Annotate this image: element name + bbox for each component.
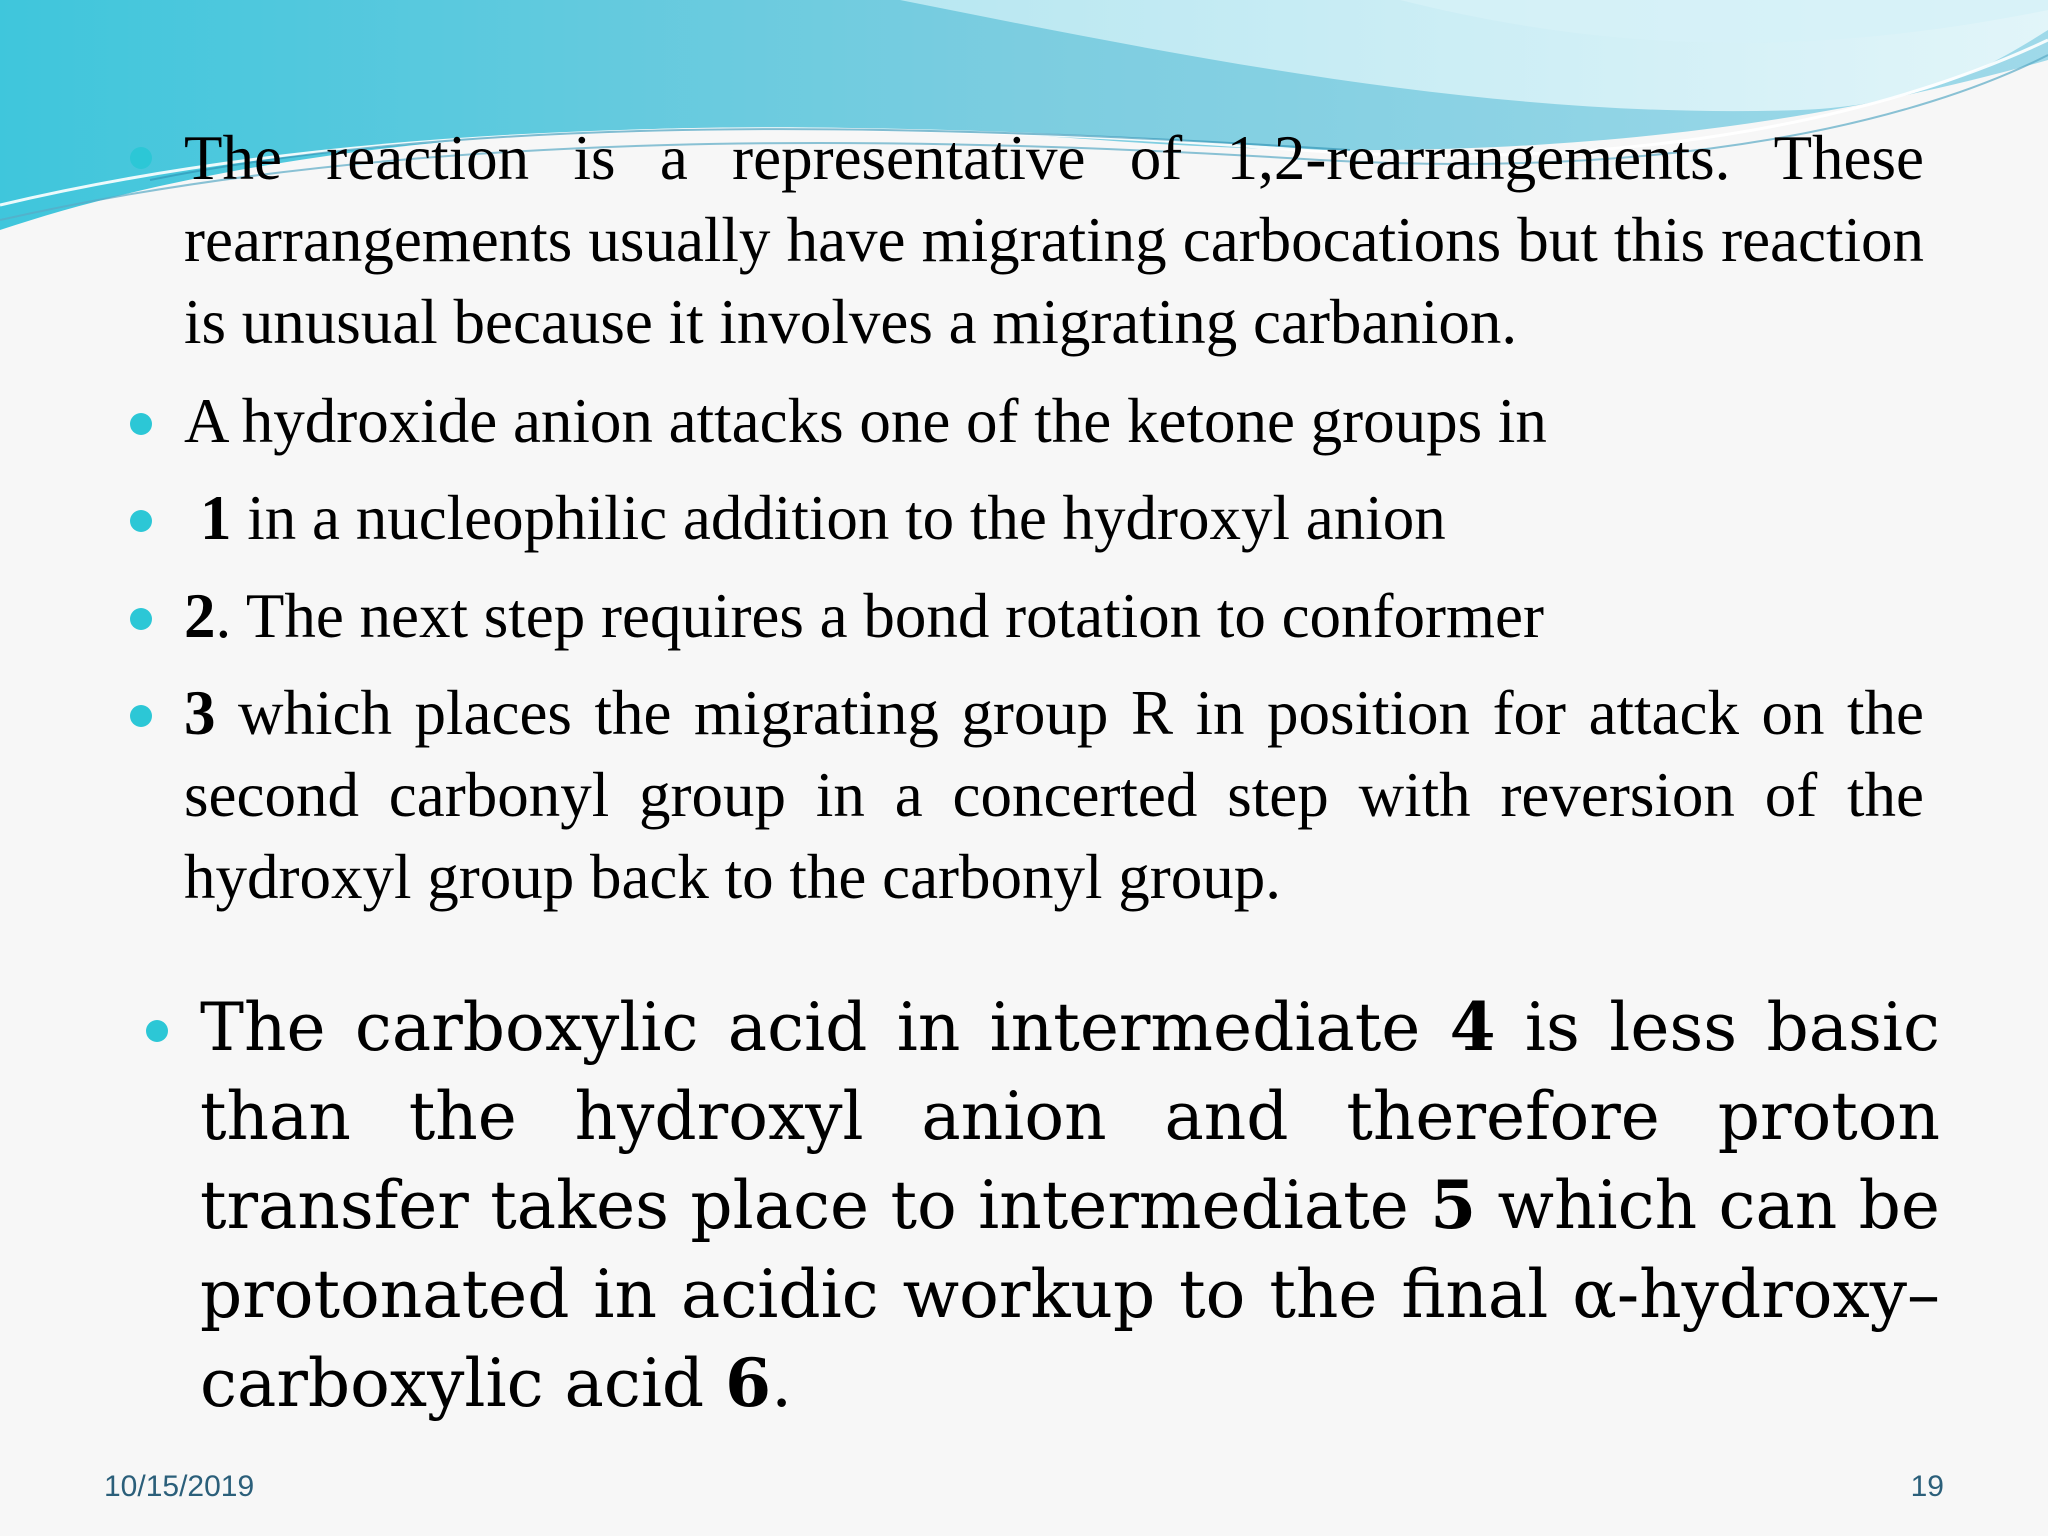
bullet-text: A hydroxide anion attacks one of the ketone groups in: [184, 386, 1547, 456]
compound-number: 6: [725, 1344, 772, 1422]
bullet-text: which can be protonated in acidic workup to the final α-hydroxy–carboxylic acid: [200, 1167, 1940, 1422]
bullet-item-1: [184, 117, 1924, 363]
bullet-dot: [130, 705, 152, 727]
bullet-item-2: [184, 380, 1924, 462]
bullet-text: is less basic than the hydroxyl anion and therefore proton transfer takes place to intermediate: [200, 989, 1940, 1244]
bullet-text: .: [771, 1345, 793, 1422]
bullet-text: The reaction is a representative of 1,2-rearrangements. These rearrangements usually have migrating carbocations but this reaction is unusual because it involves a migrating carbanion.: [184, 123, 1924, 357]
bullet-text: The carboxylic acid in intermediate: [200, 989, 1450, 1066]
bullet-item-3: [200, 477, 1940, 559]
bullet-text: in a nucleophilic addition to the hydroxyl anion: [231, 483, 1446, 553]
bullet-text: which places the migrating group R in position for attack on the second carbonyl group in a concerted step with reversion of the hydroxyl group back to the carbonyl group.: [184, 678, 1924, 912]
compound-number: 3: [184, 678, 216, 748]
compound-number: 2: [184, 581, 216, 651]
bullet-item-5: [184, 672, 1924, 918]
bullet-dot: [146, 1020, 168, 1042]
footer-date: 10/15/2019: [104, 1470, 255, 1503]
bullet-dot: [130, 510, 152, 532]
bullet-text: . The next step requires a bond rotation to conformer: [215, 581, 1544, 651]
bullet-dot: [130, 147, 152, 169]
bullet-dot: [130, 413, 152, 435]
compound-number: 1: [200, 483, 232, 553]
compound-number: 5: [1430, 1166, 1477, 1244]
bullet-item-6: [200, 983, 1940, 1428]
compound-number: 4: [1449, 988, 1496, 1066]
bullet-dot: [130, 608, 152, 630]
bullet-item-4: [184, 575, 1924, 657]
slide-number: 19: [1910, 1470, 1944, 1503]
